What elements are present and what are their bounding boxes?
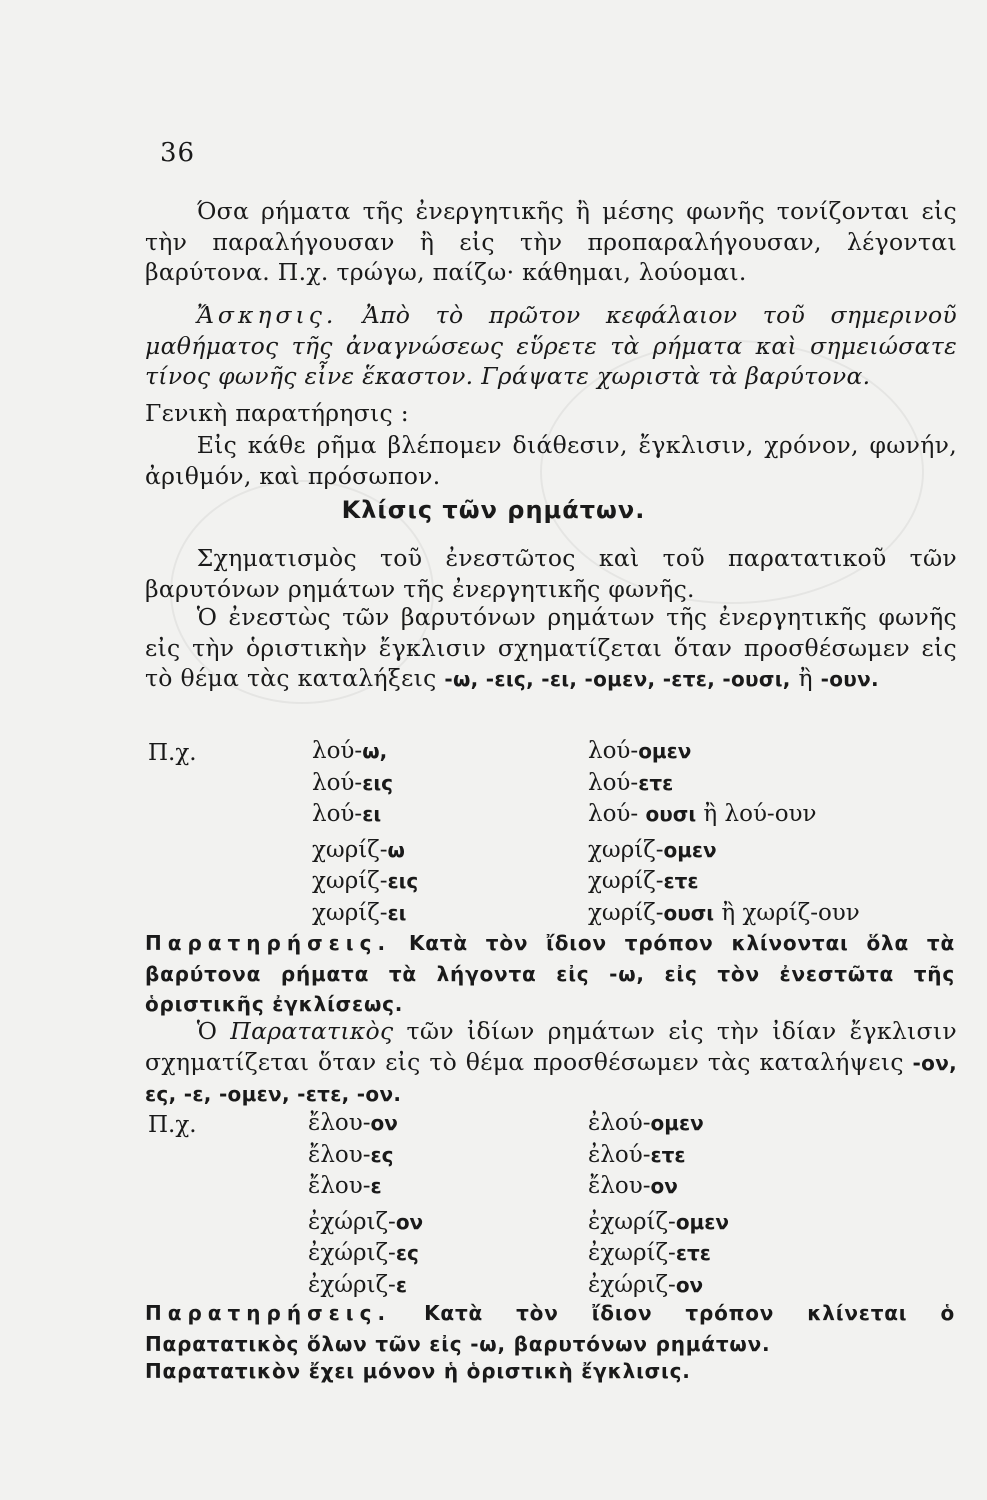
conjugation-row: λού-ομεν [588, 738, 692, 764]
imperfect-endings: -ον, ες, -ε, -ομεν, -ετε, -ον. [145, 1050, 958, 1106]
conjugation-row: λού-ει [312, 801, 382, 827]
conjugation-row: ἐχώριζ-ον [308, 1208, 424, 1235]
conjugation-row: λού-ετε [588, 769, 674, 796]
conjugation-row: χωρίζ-ομεν [588, 836, 717, 863]
section-heading: Κλίσις τῶν ρημάτων. [341, 496, 646, 524]
conjugation-row: χωρίζ-ει [312, 899, 407, 926]
conjugation-row: χωρίζ-εις [312, 868, 419, 894]
conjugation-row: ἐχωρίζ-ετε [588, 1240, 711, 1266]
present-endings: -ω, -εις, -ει, -ομεν, -ετε, -ουσι, [444, 667, 791, 691]
paragraph-imperfect-intro [145, 1016, 957, 1110]
conjugation-row: ἐχωρίζ-ομεν [588, 1208, 730, 1235]
present-left-column [312, 736, 418, 929]
note2-label: Παρατηρήσεις. [145, 1301, 392, 1325]
paragraph-exercise [145, 300, 957, 392]
paragraph-text: Όσα ρήματα τῆς ἐνεργητικῆς ἢ μέσης φωνῆς τονίζονται εἰς τὴν παραλήγουσαν ἢ εἰς τὴν προπαραλήγουσαν, λέγονται βαρύτονα. Π.χ. τρώγω, παίζω· κάθημαι, λούομαι. [145, 197, 957, 286]
general-text: Εἰς κάθε ρῆμα βλέπομεν διάθεσιν, ἔγκλισιν, χρόνον, φωνήν, ἀριθμόν, καὶ πρόσωπον. [145, 431, 957, 490]
conjugation-row: ἐχώριζ-ες [308, 1240, 419, 1266]
conjugation-row: χωρίζ-ω [312, 836, 405, 863]
paragraph-general-label [145, 398, 957, 429]
imperfect-intro-end: τῶν ἰδίων ρημάτων εἰς τὴν ἰδίαν ἔγκλισιν σχηματίζεται ὅταν εἰς τὸ θέμα προσθέσωμεν τὰς καταλήψεις [145, 1017, 957, 1076]
conjugation-row: ἐχώριζ-ον [588, 1271, 704, 1298]
example-label-imperfect: Π.χ. [148, 1112, 197, 1138]
conjugation-row: χωρίζ-ουσι ἢ χωρίζ-ουν [588, 899, 860, 926]
present-right-column [588, 736, 860, 929]
imperfect-right-column [588, 1108, 729, 1301]
paragraph-barytone-definition [145, 196, 957, 288]
exercise-label: Ἄσκησις. [196, 301, 338, 329]
paragraph-present-intro [145, 602, 957, 695]
conjugation-row: λού- ουσι ἢ λού-ουν [588, 801, 817, 827]
conjugation-row: ἔλου-ες [308, 1141, 394, 1168]
imperfect-term: Παρατατικὸς [230, 1017, 394, 1045]
example-label-present: Π.χ. [148, 740, 197, 766]
paragraph-note-present [145, 928, 955, 1020]
imperfect-left-column [308, 1108, 423, 1301]
conjugation-row: ἔλου-ε [308, 1173, 382, 1199]
note1-text: Κατὰ τὸν ἴδιον τρόπον κλίνονται ὅλα τὰ βαρύτονα ρήματα τὰ λήγοντα εἰς -ω, εἰς τὸν ἐνεστῶτα τῆς ὁριστικῆς ἐγκλίσεως. [145, 931, 955, 1016]
note2-text: Κατὰ τὸν ἴδιον τρόπον κλίνεται ὁ Παρατατικὸς ὅλων τῶν εἰς -ω, βαρυτόνων ρημάτων. [145, 1301, 955, 1356]
formation-text: Σχηματισμὸς τοῦ ἐνεστῶτος καὶ τοῦ παρατατικοῦ τῶν βαρυτόνων ρημάτων τῆς ἐνεργητικῆς φωνῆς. [145, 544, 957, 603]
or-word: ἢ [798, 664, 813, 692]
paragraph-note-mood [145, 1356, 955, 1387]
page-number: 36 [160, 138, 196, 168]
exercise-text: Ἀπὸ τὸ πρῶτον κεφάλαιον τοῦ σημερινοῦ μαθήματος τῆς ἀναγνώσεως εὕρετε τὰ ρήματα καὶ σημειώσατε τίνος φωνῆς εἶνε ἕκαστον. Γράψατε χωριστὰ τὰ βαρύτονα. [145, 301, 957, 390]
conjugation-row: λού-ω, [312, 738, 388, 764]
present-last-ending: -ουν. [820, 667, 879, 691]
conjugation-row: ἐλού-ετε [588, 1141, 686, 1168]
conjugation-row: ἔλου-ον [308, 1110, 398, 1136]
conjugation-row: ἔλου-ον [588, 1173, 678, 1199]
imperfect-intro-start: Ὁ [196, 1017, 231, 1045]
paragraph-formation [145, 543, 957, 604]
paragraph-note-imperfect [145, 1298, 955, 1359]
conjugation-row: ἐλού-ομεν [588, 1110, 704, 1136]
general-label: Γενικὴ παρατήρησις : [145, 399, 409, 427]
note1-label: Παρατηρήσεις. [145, 931, 392, 955]
note3-text: Παρατατικὸν ἔχει μόνον ἡ ὁριστικὴ ἔγκλισις. [145, 1359, 691, 1383]
conjugation-row: λού-εις [312, 769, 393, 796]
conjugation-row: χωρίζ-ετε [588, 868, 699, 894]
paragraph-general-remark [145, 430, 957, 491]
present-intro-text: Ὁ ἐνεστὼς τῶν βαρυτόνων ρημάτων τῆς ἐνεργητικῆς φωνῆς εἰς τὴν ὁριστικὴν ἔγκλισιν σχηματίζεται ὅταν προσθέσωμεν εἰς τὸ θέμα τὰς καταλήξεις [145, 603, 957, 692]
conjugation-row: ἐχώριζ-ε [308, 1271, 407, 1298]
